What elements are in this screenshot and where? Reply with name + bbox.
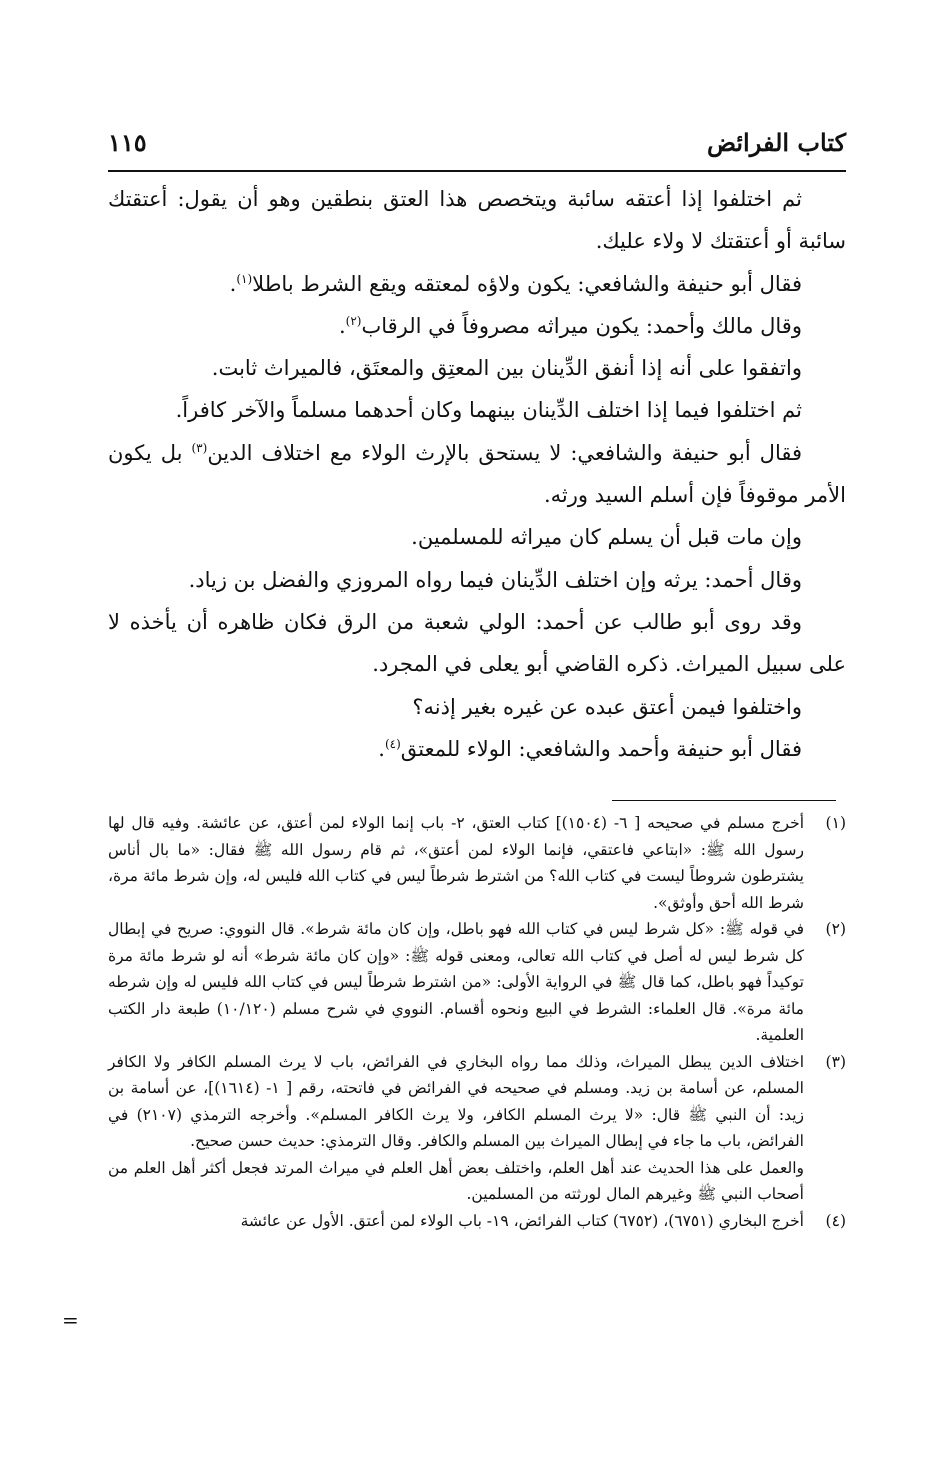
footnote-number: (٣)	[825, 1052, 846, 1071]
footnote-ref[interactable]: (٣)	[191, 440, 208, 455]
paragraph: ثم اختلفوا فيما إذا اختلف الدِّينان بينهما وكان أحدهما مسلماً والآخر كافراً.	[175, 398, 802, 423]
footnote-ref[interactable]: (٢)	[345, 313, 362, 328]
paragraph: ثم اختلفوا إذا أعتقه سائبة ويتخصص هذا العتق بنطقين وهو أن يقول: أعتقتك سائبة أو أعتقتك لا ولاء عليك.	[108, 187, 846, 254]
paragraph-text: فقال أبو حنيفة والشافعي: لا يستحق بالإرث الولاء مع اختلاف الدين	[207, 440, 802, 465]
paragraph-text: فقال أبو حنيفة والشافعي: يكون ولاؤه لمعتقه ويقع الشرط باطلا	[252, 271, 802, 296]
paragraph: وقال أحمد: يرثه وإن اختلف الدِّينان فيما رواه المروزي والفضل بن زياد.	[188, 567, 802, 592]
paragraph-text: فقال أبو حنيفة وأحمد والشافعي: الولاء للمعتق	[400, 736, 802, 761]
footnote-separator	[612, 800, 836, 801]
footnote-ref[interactable]: (١)	[236, 271, 253, 286]
main-text	[108, 178, 846, 770]
footnote-ref[interactable]: (٤)	[384, 736, 401, 751]
paragraph	[108, 728, 846, 770]
continuation-mark: =	[62, 1308, 79, 1332]
footnote-number: (٤)	[825, 1211, 846, 1230]
footnote-number: (٢)	[825, 920, 846, 938]
paragraph-end: .	[378, 736, 385, 761]
footnote-4	[108, 1208, 846, 1235]
footnote-3	[108, 1049, 846, 1208]
paragraph: واتفقوا على أنه إذا أنفق الدِّينان بين المعتِق والمعتَق، فالميراث ثابت.	[211, 356, 802, 381]
paragraph-end: .	[229, 271, 237, 296]
footnote-number: (١)	[825, 814, 846, 832]
paragraph-end: .	[338, 313, 346, 338]
paragraph	[108, 432, 846, 517]
paragraph: واختلفوا فيمن أعتق عبده عن غيره بغير إذنه؟	[412, 694, 802, 719]
footnotes	[108, 810, 846, 1234]
page-header	[108, 128, 846, 168]
paragraph-text: وقال مالك وأحمد: يكون ميراثه مصروفاً في الرقاب	[361, 313, 802, 338]
footnote-text: أخرج البخاري (٦٧٥١)، (٦٧٥٢) كتاب الفرائض، ١٩- باب الولاء لمن أعتق. الأول عن عائشة	[240, 1211, 804, 1230]
paragraph	[108, 305, 846, 347]
paragraph: وإن مات قبل أن يسلم كان ميراثه للمسلمين.	[411, 525, 802, 550]
paragraph: وقد روى أبو طالب عن أحمد: الولي شعبة من الرق فكان ظاهره أن يأخذه لا على سبيل الميراث. ذكره القاضي أبو يعلى في المجرد.	[108, 609, 846, 677]
page-number: ١١٥	[108, 128, 147, 157]
footnote-text: أخرج مسلم في صحيحه [ ٦- (١٥٠٤)] كتاب العتق، ٢- باب إنما الولاء لمن أعتق، عن عائشة. وفيه قال لها رسول الله ﷺ: «ابتاعي فاعتقي، فإنما الولاء لمن أعتق»، ثم قام رسول الله ﷺ فقال: «ما بال أناس يشترطون شروطاً ليست في كتاب الله؟ من اشترط شرطاً ليس في كتاب الله فليس له، وإن شرط مائة مرة، شرط الله أحق وأوثق».	[108, 814, 805, 912]
paragraph-end: بل يكون الأمر موقوفاً فإن أسلم السيد ورثه.	[108, 440, 846, 508]
footnote-1	[108, 810, 846, 916]
paragraph	[108, 263, 846, 305]
running-title: كتاب الفرائض	[706, 128, 846, 157]
header-rule	[108, 170, 846, 172]
footnote-text: اختلاف الدين يبطل الميراث، وذلك مما رواه البخاري في الفرائض، باب لا يرث المسلم الكافر ولا الكافر المسلم، عن أسامة بن زيد. ومسلم في صحيحه في الفرائض في فاتحته، رقم [ ١- (١٦١٤)]، عن أسامة بن زيد: أن النبي ﷺ قال: «لا يرث المسلم الكافر، ولا يرث الكافر المسلم». وأخرجه الترمذي (٢١٠٧) في الفرائض، باب ما جاء في إبطال الميراث بين المسلم والكافر. وقال الترمذي: حديث حسن صحيح.	[108, 1052, 804, 1150]
footnote-2	[108, 916, 846, 1049]
footnote-text: في قوله ﷺ: «كل شرط ليس في كتاب الله فهو باطل، وإن كان مائة شرط». قال النووي: صريح في إبطال كل شرط ليس له أصل في كتاب الله تعالى، ومعنى قوله ﷺ: «وإن كان مائة شرط» أنه لو شرط مائة مرة توكيداً فهو باطل، كما قال ﷺ في الرواية الأولى: «من اشترط شرطاً ليس في كتاب الله فليس له وإن شرطه مائة مرة». قال العلماء: الشرط في البيع ونحوه أقسام. النووي في شرح مسلم (١٠/١٢٠) طبعة دار الكتب العلمية.	[108, 920, 804, 1044]
footnote-text: والعمل على هذا الحديث عند أهل العلم، واختلف بعض أهل العلم في ميراث المرتد فجعل أكثر أهل العلم من أصحاب النبي ﷺ وغيرهم المال لورثته من المسلمين.	[108, 1158, 804, 1203]
